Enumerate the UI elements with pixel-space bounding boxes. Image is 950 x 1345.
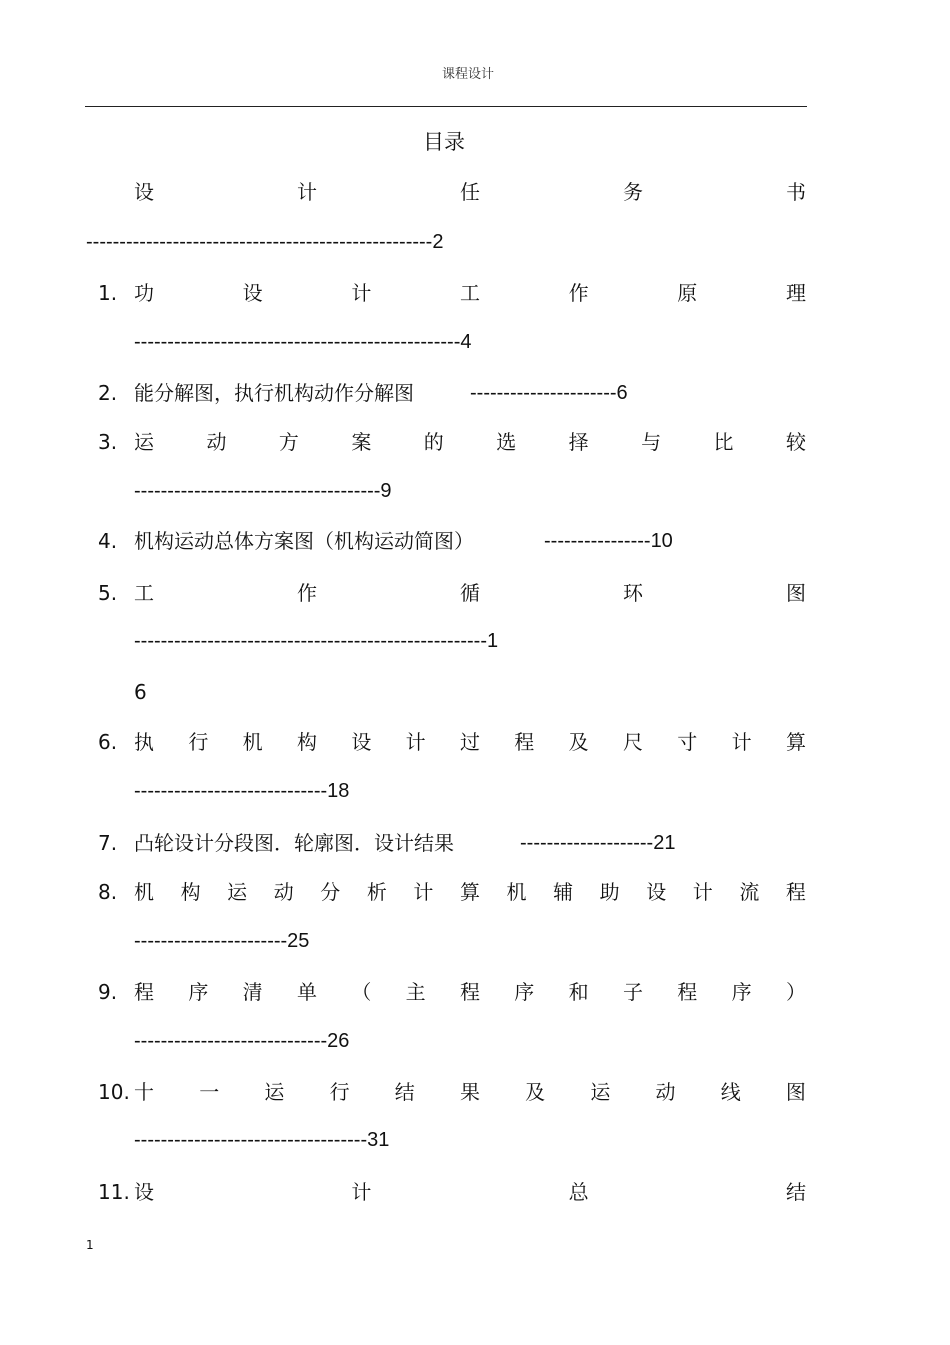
toc-entry-char: 计 — [731, 730, 752, 754]
toc-entry-char: 算 — [785, 730, 806, 754]
toc-leader: ----------------10 — [544, 530, 673, 552]
toc-entry-spread — [134, 428, 806, 456]
toc-entry-char: 择 — [568, 430, 589, 454]
toc-entry-char: 助 — [599, 880, 620, 904]
toc-entry-char: 设 — [134, 180, 154, 204]
toc-entry-spread — [134, 178, 806, 206]
toc-leader: ----------------------6 — [470, 382, 628, 404]
toc-entry-char: 程 — [514, 730, 535, 754]
toc-entry-char: 设 — [646, 880, 667, 904]
toc-entry-spread — [134, 1078, 806, 1106]
toc-leader: -----------------------------------------------------1 — [134, 630, 499, 652]
toc-entry-spread — [134, 728, 806, 756]
toc-entry-char: 环 — [623, 581, 643, 605]
toc-entry-char: 主 — [405, 980, 426, 1004]
toc-entry-char: ） — [785, 980, 806, 1004]
toc-entry-char: 一 — [199, 1080, 220, 1104]
toc-entry-char: 务 — [623, 180, 643, 204]
toc-title: 目录 — [423, 130, 465, 154]
toc-entry-text: 凸轮设计分段图．轮廓图．设计结果 — [134, 831, 454, 855]
toc-entry-char: 行 — [188, 730, 209, 754]
toc-leader: -----------------------------18 — [134, 780, 350, 802]
toc-entry-char: 比 — [713, 430, 734, 454]
toc-entry-char: 程 — [459, 980, 480, 1004]
toc-entry-char: 案 — [351, 430, 372, 454]
toc-leader-wrap: 6 — [134, 680, 147, 704]
running-header: 课程设计 — [441, 67, 494, 82]
toc-entry-char: 运 — [590, 1080, 611, 1104]
page-number: 1 — [86, 1238, 94, 1252]
toc-entry-char: 书 — [786, 180, 806, 204]
toc-entry-char: 尺 — [622, 730, 643, 754]
toc-entry-spread — [134, 1178, 806, 1206]
toc-entry-spread — [134, 878, 806, 906]
toc-entry-char: 和 — [568, 980, 589, 1004]
toc-leader: -----------------------------26 — [134, 1030, 350, 1052]
toc-entry-char: 序 — [514, 980, 535, 1004]
toc-entry-char: 设 — [351, 730, 372, 754]
toc-entry-char: 果 — [459, 1080, 480, 1104]
toc-entry-char: 较 — [785, 430, 806, 454]
toc-entry-char: 清 — [242, 980, 263, 1004]
toc-entry-char: 及 — [568, 730, 589, 754]
toc-entry-char: 作 — [568, 281, 589, 305]
toc-entry-number: 5. — [98, 581, 118, 605]
toc-entry-char: 理 — [785, 281, 806, 305]
toc-entry-char: 动 — [655, 1080, 676, 1104]
toc-entry-char: 与 — [641, 430, 662, 454]
toc-leader: -----------------------------------31 — [134, 1129, 390, 1151]
toc-entry-char: 序 — [731, 980, 752, 1004]
toc-entry-char: 图 — [785, 1080, 806, 1104]
toc-leader: ----------------------------------------------------2 — [86, 231, 444, 253]
toc-entry-number: 10. — [98, 1080, 130, 1104]
toc-entry-char: 运 — [134, 430, 154, 454]
toc-entry-number: 6. — [98, 730, 118, 754]
toc-entry-char: 运 — [264, 1080, 285, 1104]
toc-entry-char: 机 — [506, 880, 527, 904]
toc-entry-char: 构 — [180, 880, 201, 904]
toc-entry-char: 计 — [351, 1180, 372, 1204]
toc-entry-char: 行 — [329, 1080, 350, 1104]
toc-entry-char: 方 — [278, 430, 299, 454]
toc-entry-char: 寸 — [677, 730, 698, 754]
toc-entry-char: 构 — [296, 730, 317, 754]
toc-entry-number: 7. — [98, 831, 118, 855]
toc-entry-number: 1. — [98, 281, 118, 305]
toc-entry-char: 设 — [134, 1180, 154, 1204]
toc-entry-spread — [134, 279, 806, 307]
toc-entry-char: 线 — [720, 1080, 741, 1104]
toc-entry-char: 程 — [677, 980, 698, 1004]
toc-entry-char: 选 — [496, 430, 517, 454]
toc-entry-number: 8. — [98, 880, 118, 904]
toc-entry-char: 程 — [785, 880, 806, 904]
toc-entry-char: 机 — [242, 730, 263, 754]
toc-entry-number: 11. — [98, 1180, 130, 1204]
toc-entry-char: 任 — [460, 180, 480, 204]
toc-entry-char: 辅 — [553, 880, 574, 904]
toc-entry-spread — [134, 579, 806, 607]
toc-entry-char: 工 — [459, 281, 480, 305]
toc-leader: -----------------------25 — [134, 930, 310, 952]
toc-entry-char: 流 — [739, 880, 760, 904]
toc-entry-char: 执 — [134, 730, 154, 754]
toc-entry-char: 序 — [188, 980, 209, 1004]
toc-entry-char: 析 — [366, 880, 387, 904]
toc-entry-text: 能分解图，执行机构动作分解图 — [134, 381, 414, 405]
toc-entry-char: 总 — [568, 1180, 589, 1204]
toc-entry-char: 计 — [405, 730, 426, 754]
toc-entry-char: 计 — [351, 281, 372, 305]
toc-entry-char: 算 — [459, 880, 480, 904]
toc-entry-char: 运 — [227, 880, 248, 904]
toc-leader: --------------------21 — [520, 832, 676, 854]
toc-entry-char: 程 — [134, 980, 154, 1004]
toc-entry-char: 动 — [273, 880, 294, 904]
toc-entry-char: 动 — [206, 430, 227, 454]
toc-leader: -------------------------------------9 — [134, 480, 392, 502]
toc-entry-char: 结 — [785, 1180, 806, 1204]
toc-entry-char: 机 — [134, 880, 154, 904]
toc-entry-number: 9. — [98, 980, 118, 1004]
toc-entry-char: 计 — [413, 880, 434, 904]
toc-entry-text: 机构运动总体方案图（机构运动简图） — [134, 529, 474, 553]
toc-entry-char: 计 — [692, 880, 713, 904]
toc-entry-char: 原 — [677, 281, 698, 305]
header-rule — [85, 106, 807, 107]
toc-entry-char: 结 — [394, 1080, 415, 1104]
toc-entry-number: 3. — [98, 430, 118, 454]
toc-entry-number: 2. — [98, 381, 118, 405]
toc-entry-char: 的 — [423, 430, 444, 454]
toc-entry-char: 子 — [622, 980, 643, 1004]
toc-entry-char: 作 — [297, 581, 317, 605]
toc-entry-number: 4. — [98, 529, 118, 553]
toc-entry-char: 循 — [460, 581, 480, 605]
toc-entry-char: 过 — [459, 730, 480, 754]
toc-entry-char: 图 — [786, 581, 806, 605]
toc-entry-char: 功 — [134, 281, 154, 305]
toc-entry-char: 工 — [134, 581, 154, 605]
toc-leader: -------------------------------------------------4 — [134, 331, 472, 353]
toc-entry-spread — [134, 978, 806, 1006]
toc-entry-char: 设 — [242, 281, 263, 305]
toc-entry-char: 分 — [320, 880, 341, 904]
toc-entry-char: 计 — [297, 180, 317, 204]
toc-entry-char: （ — [351, 980, 372, 1004]
toc-entry-char: 单 — [296, 980, 317, 1004]
toc-entry-char: 及 — [525, 1080, 546, 1104]
toc-entry-char: 十 — [134, 1080, 154, 1104]
